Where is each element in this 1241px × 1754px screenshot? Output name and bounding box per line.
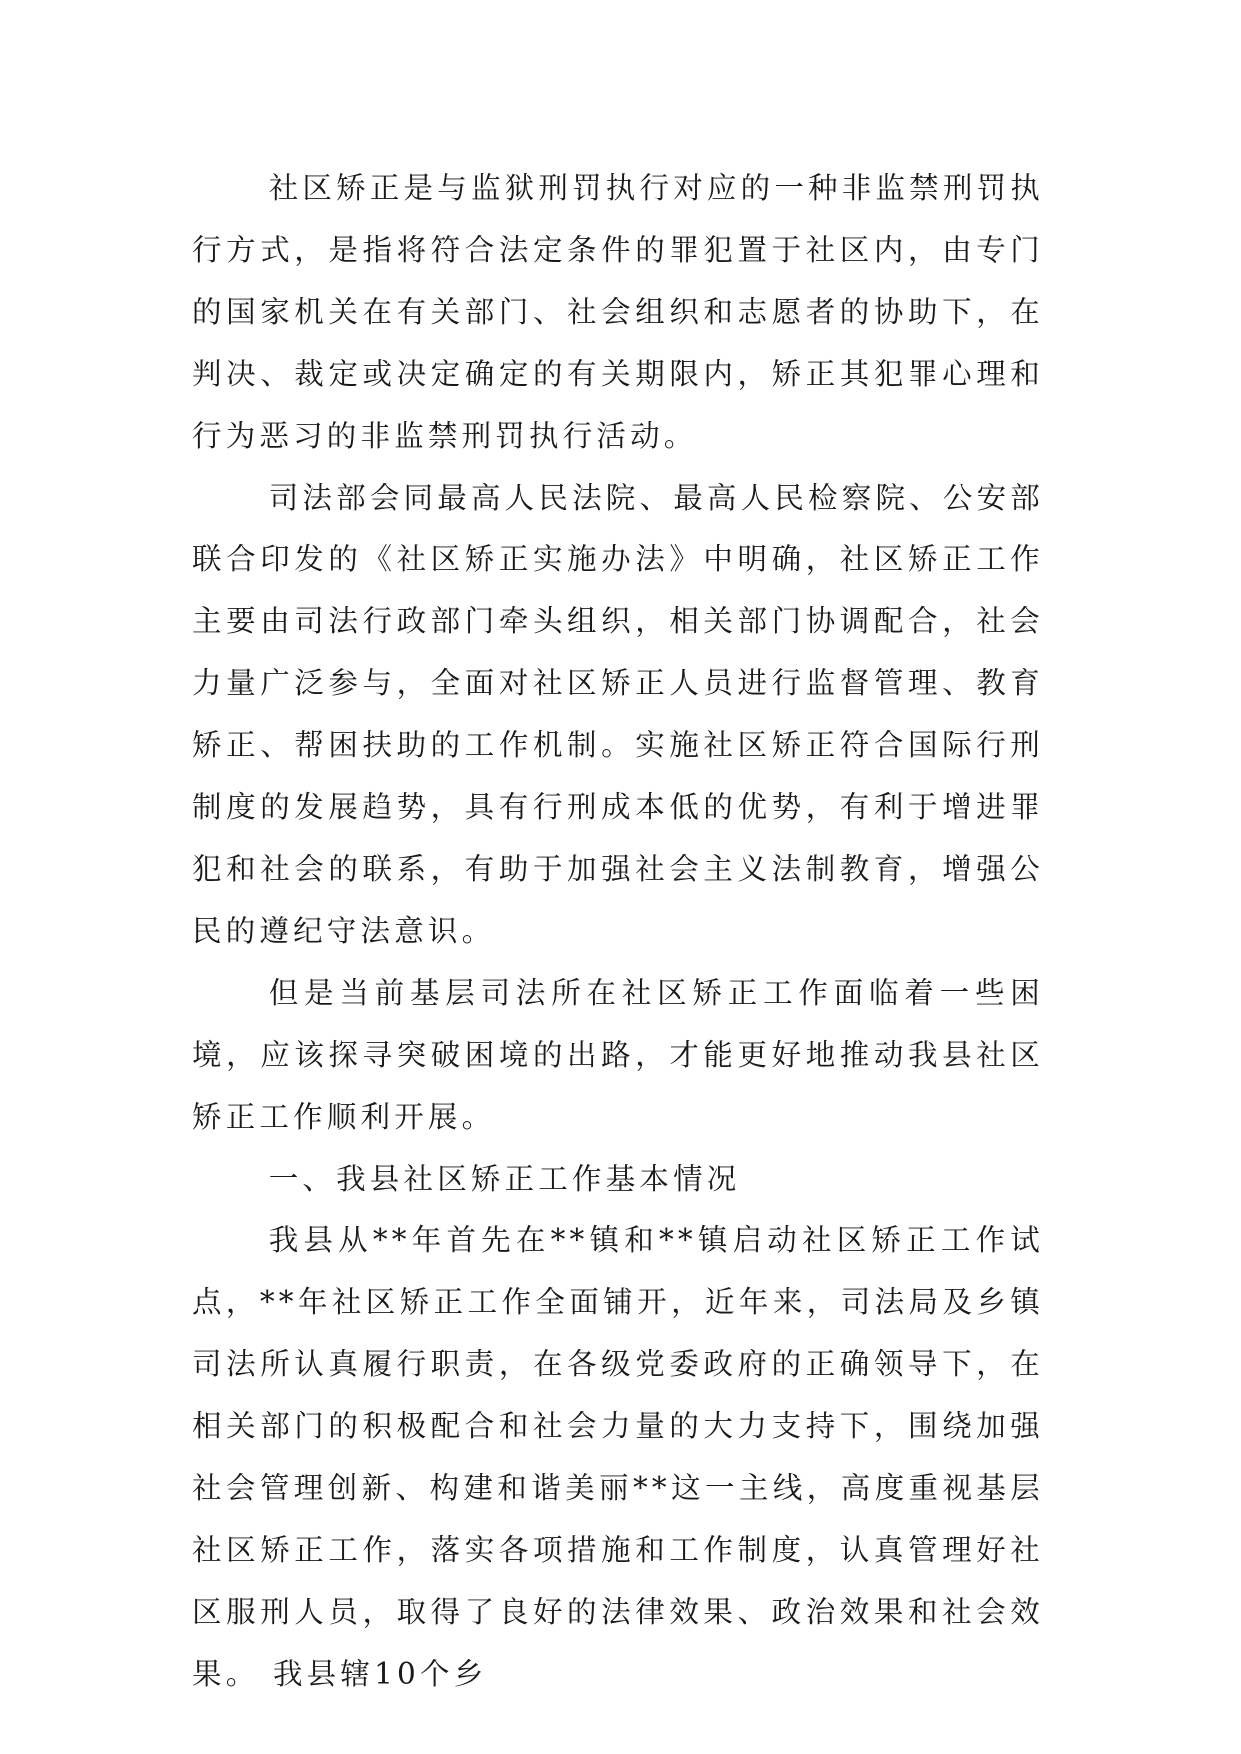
paragraph-county-situation: 我县从**年首先在**镇和**镇启动社区矫正工作试点，**年社区矫正工作全面铺开，近年来，司法局及乡镇司法所认真履行职责，在各级党委政府的正确领导下，在相关部门的积极配合和社会力量的大力支持下，围绕加强社会管理创新、构建和谐美丽**这一主线，高度重视基层社区矫正工作，落实各项措施和工作制度，认真管理好社区服刑人员，取得了良好的法律效果、政治效果和社会效果。 我县辖10个乡	[192, 1223, 1044, 1691]
paragraph-definition: 社区矫正是与监狱刑罚执行对应的一种非监禁刑罚执行方式，是指将符合法定条件的罪犯置于社区内，由专门的国家机关在有关部门、社会组织和志愿者的协助下，在判决、裁定或决定确定的有关期限内，矫正其犯罪心理和行为恶习的非监禁刑罚执行活动。	[192, 171, 1044, 453]
paragraph-challenges: 但是当前基层司法所在社区矫正工作面临着一些困境，应该探寻突破困境的出路，才能更好地推动我县社区矫正工作顺利开展。	[192, 975, 1044, 1134]
section-heading: 一、我县社区矫正工作基本情况	[268, 1161, 741, 1196]
paragraph-regulation: 司法部会同最高人民法院、最高人民检察院、公安部联合印发的《社区矫正实施办法》中明确，社区矫正工作主要由司法行政部门牵头组织，相关部门协调配合，社会力量广泛参与，全面对社区矫正人员进行监督管理、教育矫正、帮困扶助的工作机制。实施社区矫正符合国际行刑制度的发展趋势，具有行刑成本低的优势，有利于增进罪犯和社会的联系，有助于加强社会主义法制教育，增强公民的遵纪守法意识。	[192, 480, 1044, 948]
document-body	[192, 158, 1044, 1706]
